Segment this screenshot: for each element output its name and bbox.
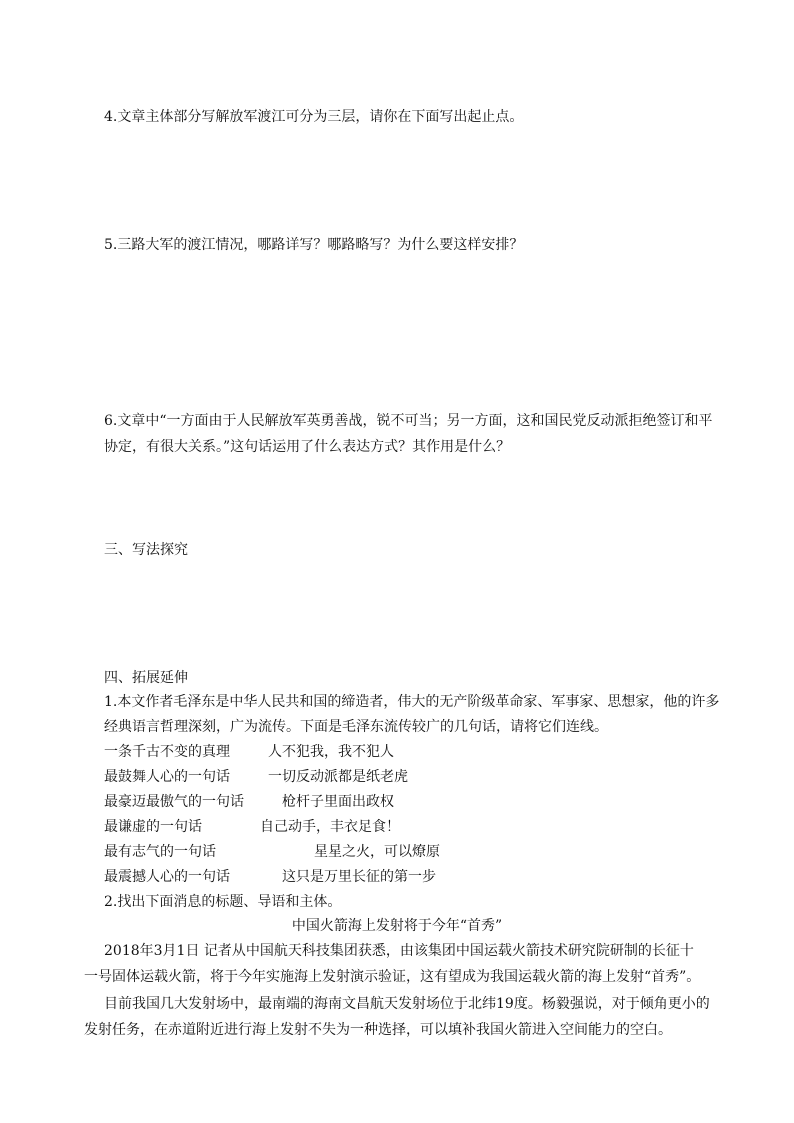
news-para-1-line-1: 2018年3月1日 记者从中国航天科技集团获悉，由该集团中国运载火箭技术研究院研制的长征十 — [104, 943, 694, 959]
item-1-line-2: 经典语言哲理深刻，广为流传。下面是毛泽东流传较广的几句话，请将它们连线。 — [104, 719, 608, 735]
pair-right-4: 自己动手，丰衣足食！ — [260, 819, 400, 835]
pair-left-5: 最有志气的一句话 — [104, 844, 216, 860]
news-title: 中国火箭海上发射将于今年“首秀” — [291, 918, 503, 934]
question-5: 5.三路大军的渡江情况，哪路详写？哪路略写？为什么要这样安排？ — [104, 237, 524, 253]
news-para-1-line-2: 一号固体运载火箭，将于今年实施海上发射演示验证，这有望成为我国运载火箭的海上发射“首秀”。 — [84, 969, 701, 985]
question-6-line-2: 协定，有很大关系。”这句话运用了什么表达方式？其作用是什么？ — [104, 439, 511, 455]
pair-right-1: 人不犯我，我不犯人 — [268, 744, 394, 760]
pair-left-3: 最豪迈最傲气的一句话 — [104, 794, 244, 810]
item-2: 2.找出下面消息的标题、导语和主体。 — [104, 894, 342, 910]
pair-right-6: 这只是万里长征的第一步 — [282, 869, 436, 885]
pair-right-2: 一切反动派都是纸老虎 — [268, 769, 408, 785]
section-3-heading: 三、写法探究 — [104, 542, 188, 558]
section-4-heading: 四、拓展延伸 — [104, 670, 188, 686]
pair-left-6: 最震撼人心的一句话 — [104, 869, 230, 885]
news-para-2-line-2: 发射任务，在赤道附近进行海上发射不失为一种选择，可以填补我国火箭进入空间能力的空白。 — [84, 1022, 672, 1038]
question-6-line-1: 6.文章中“一方面由于人民解放军英勇善战，锐不可当；另一方面，这和国民党反动派拒绝签订和平 — [104, 413, 713, 429]
pair-left-2: 最鼓舞人心的一句话 — [104, 769, 230, 785]
pair-left-4: 最谦虚的一句话 — [104, 819, 202, 835]
item-1-line-1: 1.本文作者毛泽东是中华人民共和国的缔造者，伟大的无产阶级革命家、军事家、思想家，他的许多 — [104, 694, 720, 710]
pair-right-5: 星星之火，可以燎原 — [314, 844, 440, 860]
news-para-2-line-1: 目前我国几大发射场中，最南端的海南文昌航天发射场位于北纬19度。杨毅强说，对于倾角更小的 — [104, 996, 710, 1012]
pair-left-1: 一条千古不变的真理 — [104, 744, 230, 760]
question-4: 4.文章主体部分写解放军渡江可分为三层，请你在下面写出起止点。 — [104, 109, 524, 125]
pair-right-3: 枪杆子里面出政权 — [282, 794, 394, 810]
